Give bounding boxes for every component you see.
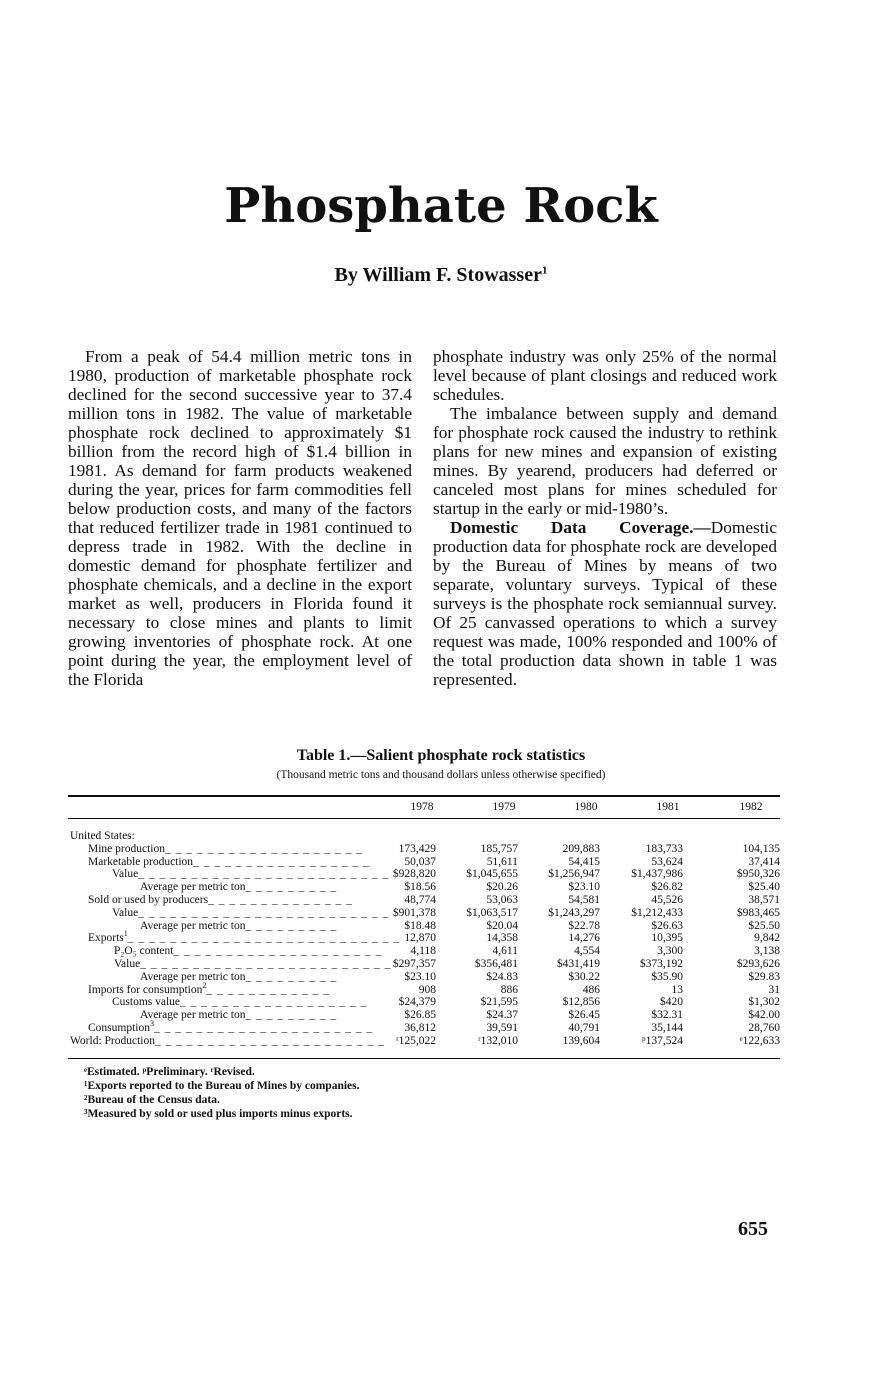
table-cell: 3,300 (657, 945, 683, 957)
table-note: ³Measured by sold or used plus imports minus exports. (84, 1108, 353, 1120)
row-label-text: Consumption (88, 1022, 150, 1034)
table-header-rule (68, 818, 780, 819)
table-cell: ʳ132,010 (478, 1035, 518, 1047)
leader-dots: _ _ _ _ _ _ _ _ _ _ _ _ _ _ _ _ _ _ _ _ _ _ _ _ (140, 958, 392, 970)
table-cell: $950,326 (736, 868, 780, 880)
table-row-label (88, 1019, 374, 1034)
row-footnote-mark: 1 (123, 929, 128, 939)
table-cell: 183,733 (645, 843, 683, 855)
table-row-label (88, 929, 401, 944)
table-cell: 54,415 (568, 856, 600, 868)
year-header: 1979 (492, 801, 516, 813)
table-row-label (112, 996, 368, 1008)
table-cell (704, 830, 780, 842)
table-cell: 10,395 (651, 932, 683, 944)
row-label-text: P₂O₅ content (114, 945, 174, 957)
table-cell: $24.83 (486, 971, 518, 983)
table-cell: 12,870 (404, 932, 436, 944)
leader-dots: _ _ _ _ _ _ _ _ _ _ _ _ _ _ _ _ _ _ _ _ (173, 945, 383, 957)
table-row-label (140, 881, 368, 893)
table-cell: $21,595 (480, 996, 518, 1008)
table-cell: 53,624 (651, 856, 683, 868)
row-label-text: Average per metric ton (140, 920, 246, 932)
leader-dots: _ _ _ _ _ _ _ _ _ _ _ _ _ _ _ _ _ _ _ _ _ _ _ _ _ _ (127, 932, 401, 944)
table-cell: 209,883 (562, 843, 600, 855)
row-label-text: Average per metric ton (140, 881, 246, 893)
row-label-text: Value (112, 868, 139, 880)
table-cell: $1,045,655 (466, 868, 518, 880)
table-cell: 50,037 (404, 856, 436, 868)
table-cell: 9,842 (754, 932, 780, 944)
table-cell (607, 830, 683, 842)
table-cell: $25.50 (748, 920, 780, 932)
table-cell: 39,591 (486, 1022, 518, 1034)
data-coverage-text: Domestic production data for phosphate rock are developed by the Bureau of Mines by means of two separate, voluntary surveys. Typical of these surveys is the phosphate rock semiannual survey. Of 25 canvassed operations to which a survey request was made, 100% responded and 100% of the total production data shown in table 1 was represented. (433, 518, 777, 689)
data-coverage-heading: Domestic Data Coverage.— (450, 518, 711, 537)
table-cell: 37,414 (748, 856, 780, 868)
table-cell: 53,063 (486, 894, 518, 906)
table-cell: 14,276 (568, 932, 600, 944)
table-cell: $35.90 (651, 971, 683, 983)
year-header: 1981 (656, 801, 680, 813)
table-cell: 54,581 (568, 894, 600, 906)
table-cell: $293,626 (736, 958, 780, 970)
row-footnote-mark: 3 (149, 1019, 154, 1029)
table-bottom-rule (68, 1058, 780, 1059)
leader-dots: _ _ _ _ _ _ _ _ _ _ _ _ (206, 984, 330, 996)
table-row-label (140, 1009, 368, 1021)
table-note: ᵉEstimated. ᵖPreliminary. ʳRevised. (84, 1066, 255, 1078)
table-cell: $23.10 (568, 881, 600, 893)
table-cell: 104,135 (742, 843, 780, 855)
table-row-label (70, 1035, 385, 1047)
table-cell: 36,812 (404, 1022, 436, 1034)
table-row-label (70, 830, 368, 842)
table-cell: $26.82 (651, 881, 683, 893)
table-cell: 4,118 (410, 945, 436, 957)
table-cell: $431,419 (556, 958, 600, 970)
table-cell: $1,256,947 (548, 868, 600, 880)
leader-dots: _ _ _ _ _ _ _ _ _ _ _ _ _ _ _ _ _ _ _ _ _ _ (155, 1035, 385, 1047)
table-cell: ᵖ137,524 (642, 1035, 683, 1047)
table-cell: $30.22 (568, 971, 600, 983)
table-row-label (140, 971, 368, 983)
row-label-text: Value (112, 907, 139, 919)
table-cell: $901,378 (392, 907, 436, 919)
row-label-text: Exports (88, 932, 124, 944)
table-cell: $20.04 (486, 920, 518, 932)
page-title: Phosphate Rock (224, 178, 658, 234)
table-cell: $420 (660, 996, 683, 1008)
row-label-text: Imports for consumption (88, 984, 203, 996)
table-cell: ᵉ122,633 (739, 1035, 780, 1047)
leader-dots: _ _ _ _ _ _ _ _ _ (245, 971, 338, 983)
table-cell: $1,437,986 (631, 868, 683, 880)
table-cell: 35,144 (651, 1022, 683, 1034)
table-row-label (114, 945, 383, 957)
row-label-text: World: Production (70, 1035, 155, 1047)
table-cell: $42.00 (748, 1009, 780, 1021)
table-cell: 38,571 (748, 894, 780, 906)
table-cell: $26.85 (404, 1009, 436, 1021)
table-cell: 4,554 (574, 945, 600, 957)
leader-dots: _ _ _ _ _ _ _ _ _ _ _ _ _ _ (208, 894, 353, 906)
table-cell: 31 (768, 984, 780, 996)
leader-dots: _ _ _ _ _ _ _ _ _ _ _ _ _ _ _ _ _ (193, 856, 370, 868)
table-cell: 40,791 (568, 1022, 600, 1034)
table-title: Table 1.—Salient phosphate rock statistics (296, 747, 586, 764)
table-cell: $18.56 (404, 881, 436, 893)
table-subtitle: (Thousand metric tons and thousand dollars unless otherwise specified) (276, 769, 606, 781)
leader-dots: _ _ _ _ _ _ _ _ _ (245, 1009, 338, 1021)
table-cell: 3,138 (754, 945, 780, 957)
table-row-label (88, 981, 368, 996)
table-cell: $1,302 (748, 996, 780, 1008)
table-cell: $373,192 (639, 958, 683, 970)
row-label-text: Value (114, 958, 141, 970)
leader-dots: _ _ _ _ _ _ _ _ _ _ _ _ _ _ _ _ _ _ _ (164, 843, 363, 855)
leader-dots: _ _ _ _ _ _ _ _ _ _ _ _ _ _ _ _ _ _ _ _ _ (153, 1022, 374, 1034)
table-cell: 14,358 (486, 932, 518, 944)
page-number: 655 (738, 1218, 768, 1240)
table-cell: $928,820 (392, 868, 436, 880)
table-cell: $1,243,297 (548, 907, 600, 919)
table-cell: 28,760 (748, 1022, 780, 1034)
table-cell: $26.63 (651, 920, 683, 932)
table-cell: 51,611 (486, 856, 518, 868)
table-cell: $20.26 (486, 881, 518, 893)
leader-dots: _ _ _ _ _ _ _ _ _ _ _ _ _ _ _ _ _ _ (180, 996, 368, 1008)
imbalance-paragraph: The imbalance between supply and demand for phosphate rock caused the industry to rethink plans for new mines and expansion of existing mines. By yearend, producers had deferred or canceled most plans for mines scheduled for startup in the early or mid-1980’s. (433, 404, 777, 518)
table-cell: $1,212,433 (631, 907, 683, 919)
table-cell: 45,526 (651, 894, 683, 906)
table-cell: $25.40 (748, 881, 780, 893)
author-footnote-mark: 1 (541, 264, 548, 277)
leader-dots: _ _ _ _ _ _ _ _ _ _ _ _ _ _ _ _ _ _ _ _ _ _ _ _ (138, 868, 390, 880)
table-row-label (114, 958, 392, 970)
author-name: By William F. Stowasser (334, 264, 542, 286)
leader-dots: _ _ _ _ _ _ _ _ _ _ _ _ _ _ _ _ _ _ _ _ _ _ _ _ (138, 907, 390, 919)
continued-paragraph: phosphate industry was only 25% of the normal level because of plant closings and reduced work schedules. (433, 347, 777, 404)
table-cell: 486 (582, 984, 600, 996)
table-cell: 139,604 (562, 1035, 600, 1047)
table-cell: $32.31 (651, 1009, 683, 1021)
table-row-label (112, 868, 390, 880)
table-cell (442, 830, 518, 842)
year-header: 1978 (410, 801, 434, 813)
table-row-label (140, 920, 368, 932)
author-byline (0, 264, 882, 287)
leader-dots: _ _ _ _ _ _ _ _ _ (245, 920, 338, 932)
table-cell: 48,774 (404, 894, 436, 906)
table-row-label (88, 843, 368, 855)
left-column (68, 347, 412, 689)
intro-paragraph: From a peak of 54.4 million metric tons in 1980, production of marketable phosphate rock declined for the second successive year to 37.4 million tons in 1982. The value of marketable phosphate rock declined to approximately $1 billion from the record high of $1.4 billion in 1981. As demand for farm products weakened during the year, prices for farm commodities fell below production costs, and many of the factors that reduced fertilizer trade in 1981 continued to depress trade in 1982. With the decline in domestic demand for phosphate fertilizer and phosphate chemicals, and a decline in the export market as well, producers in Florida found it necessary to close mines and plants to limit growing inventories of phosphate rock. At one point during the year, the employment level of the Florida (68, 347, 412, 689)
row-label-text: Marketable production (88, 856, 194, 868)
leader-dots: _ _ _ _ _ _ _ _ _ (245, 881, 338, 893)
table-cell (360, 830, 436, 842)
table-cell: $22.78 (568, 920, 600, 932)
table-top-rule (68, 795, 780, 797)
table-row-label (88, 894, 368, 906)
table-cell: $12,856 (562, 996, 600, 1008)
table-cell: $29.83 (748, 971, 780, 983)
table-row-label (112, 907, 390, 919)
table-cell: 886 (500, 984, 518, 996)
table-cell: 4,611 (492, 945, 518, 957)
table-note: ¹Exports reported to the Bureau of Mines by companies. (84, 1080, 360, 1092)
row-label-text: United States: (70, 830, 135, 842)
data-coverage-paragraph (433, 518, 777, 689)
table-cell: 173,429 (398, 843, 436, 855)
table-note: ²Bureau of the Census data. (84, 1094, 220, 1106)
table-cell (524, 830, 600, 842)
table-cell: $356,481 (474, 958, 518, 970)
row-label-text: Mine production (88, 843, 165, 855)
row-label-text: Customs value (112, 996, 181, 1008)
year-header: 1982 (739, 801, 763, 813)
table-cell: 908 (418, 984, 436, 996)
table-cell: $23.10 (404, 971, 436, 983)
row-footnote-mark: 2 (202, 981, 207, 991)
row-label-text: Average per metric ton (140, 971, 246, 983)
table-cell: 13 (671, 984, 683, 996)
table-cell: $18.48 (404, 920, 436, 932)
table-row-label (88, 856, 368, 868)
table-cell: $1,063,517 (466, 907, 518, 919)
row-label-text: Sold or used by producers (88, 894, 209, 906)
right-column (433, 347, 777, 689)
table-cell: $26.45 (568, 1009, 600, 1021)
table-cell: $24,379 (398, 996, 436, 1008)
row-label-text: Average per metric ton (140, 1009, 246, 1021)
table-cell: $24.37 (486, 1009, 518, 1021)
year-header: 1980 (574, 801, 598, 813)
table-cell: 185,757 (480, 843, 518, 855)
table-cell: $983,465 (736, 907, 780, 919)
table-cell: $297,357 (392, 958, 436, 970)
table-cell: ʳ125,022 (396, 1035, 436, 1047)
